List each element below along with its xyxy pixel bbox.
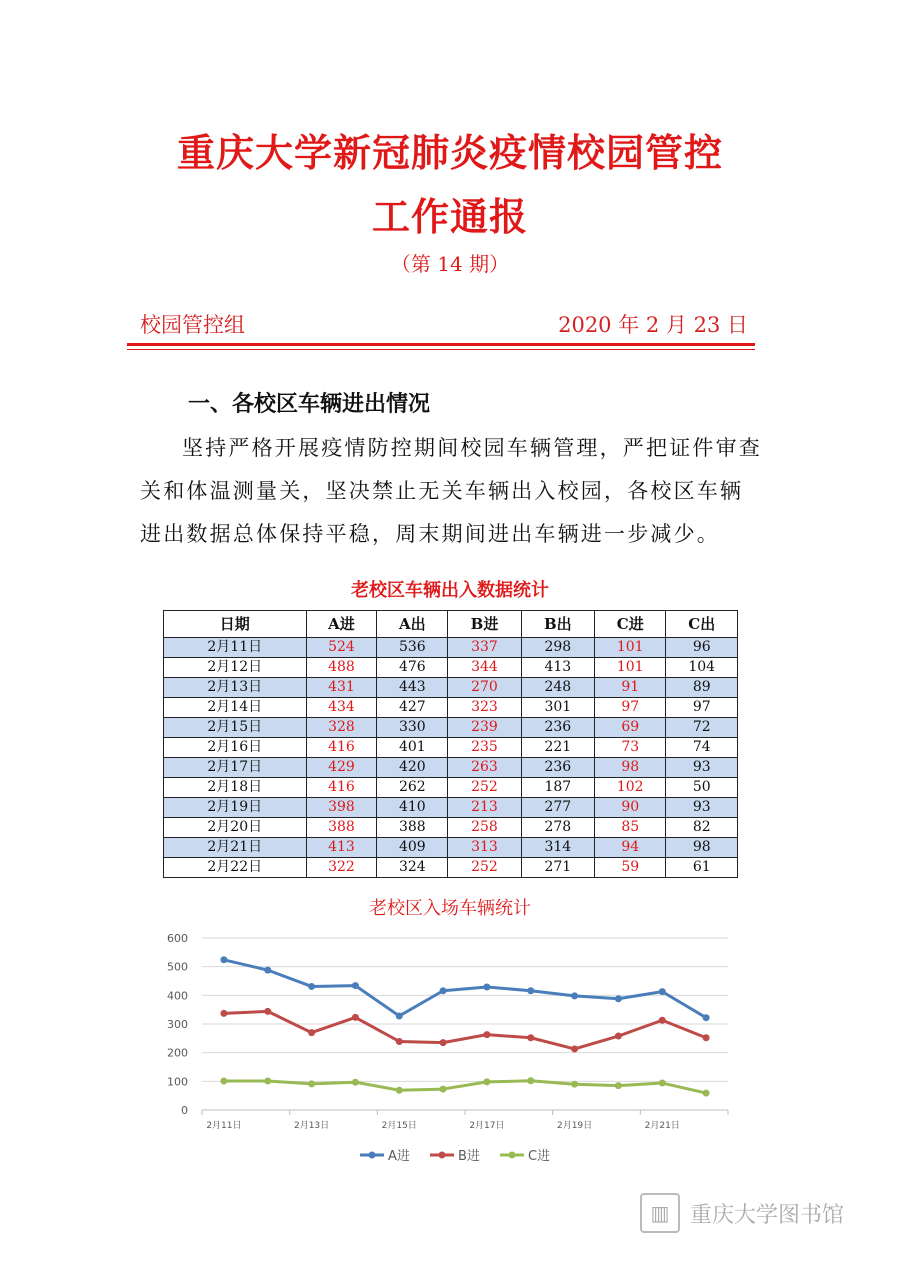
data-point [615,995,622,1002]
table-cell: 427 [377,698,448,718]
series-line [224,1011,706,1049]
table-row [164,658,738,678]
table-cell: 85 [595,818,666,838]
x-tick-label: 2月15日 [381,1121,417,1131]
x-tick-label: 2月13日 [293,1121,330,1131]
table-row [164,638,738,658]
table-cell: 413 [521,658,594,678]
data-point [659,1017,666,1024]
legend-label: C进 [528,1149,551,1164]
table-cell: 73 [595,738,666,758]
table-header-cell: B出 [521,611,594,638]
table-row [164,798,738,818]
series-line [224,1081,706,1093]
table-cell: 263 [448,758,521,778]
table-cell: 97 [666,698,738,718]
table-cell: 97 [595,698,666,718]
table-cell: 252 [448,778,521,798]
table-cell: 271 [521,858,594,878]
table-cell: 252 [448,858,521,878]
data-point [440,1039,447,1046]
table-cell: 2月11日 [164,638,307,658]
library-logo [640,1193,844,1233]
data-point [352,1014,359,1021]
table-cell: 101 [595,638,666,658]
data-point [220,956,227,963]
x-tick-label: 2月21日 [644,1121,680,1131]
table-cell: 74 [666,738,738,758]
table-cell: 69 [595,718,666,738]
data-point [703,1090,710,1097]
x-tick-label: 2月11日 [206,1121,242,1131]
table-cell: 2月21日 [164,838,307,858]
table-cell: 323 [448,698,521,718]
table-cell: 90 [595,798,666,818]
table-cell: 434 [306,698,377,718]
table-cell: 420 [377,758,448,778]
table-cell: 314 [521,838,594,858]
table-cell: 416 [306,778,377,798]
data-point [703,1014,710,1021]
data-point [483,1031,490,1038]
table-header-cell: B进 [448,611,521,638]
table-cell: 344 [448,658,521,678]
table-cell: 2月22日 [164,858,307,878]
table-row [164,698,738,718]
table-cell: 2月20日 [164,818,307,838]
table-cell: 213 [448,798,521,818]
table-cell: 2月18日 [164,778,307,798]
data-point [308,983,315,990]
data-point [659,988,666,995]
table-cell: 2月15日 [164,718,307,738]
table-cell: 524 [306,638,377,658]
table-cell: 278 [521,818,594,838]
table-cell: 221 [521,738,594,758]
vehicle-data-table [163,610,738,878]
data-point [571,1045,578,1052]
table-header-cell: 日期 [164,611,307,638]
table-cell: 91 [595,678,666,698]
data-point [659,1080,666,1087]
table-cell: 50 [666,778,738,798]
y-tick-label: 300 [167,1018,188,1031]
table-cell: 104 [666,658,738,678]
table-row [164,678,738,698]
line-chart [160,925,740,1175]
table-cell: 2月13日 [164,678,307,698]
table-cell: 2月16日 [164,738,307,758]
table-cell: 94 [595,838,666,858]
chart-title: 老校区入场车辆统计 [369,898,531,919]
table-title: 老校区车辆出入数据统计 [351,580,549,601]
data-point [615,1033,622,1040]
table-cell: 298 [521,638,594,658]
table-cell: 93 [666,798,738,818]
table-cell: 98 [666,838,738,858]
data-point [483,984,490,991]
y-tick-label: 400 [167,989,188,1003]
table-cell: 337 [448,638,521,658]
section-paragraph: 坚持严格开展疫情防控期间校园车辆管理，严把证件审查关和体温测量关，坚决禁止无关车辆出入校园，各校区车辆进出数据总体保持平稳，周末期间进出车辆进一步减少。 [140,436,762,546]
data-point [264,967,271,974]
table-cell: 2月17日 [164,758,307,778]
legend-marker [509,1152,516,1159]
table-header-cell: C进 [595,611,666,638]
data-point [308,1029,315,1036]
data-point [440,987,447,994]
table-cell: 239 [448,718,521,738]
table-cell: 401 [377,738,448,758]
table-cell: 388 [377,818,448,838]
table-cell: 236 [521,718,594,738]
table-header-cell: A进 [306,611,377,638]
data-point [264,1078,271,1085]
table-cell: 410 [377,798,448,818]
data-point [396,1012,403,1019]
data-point [352,1079,359,1086]
table-cell: 72 [666,718,738,738]
table-cell: 96 [666,638,738,658]
legend-marker [439,1152,446,1159]
table-cell: 101 [595,658,666,678]
table-row [164,818,738,838]
table-cell: 270 [448,678,521,698]
table-row [164,858,738,878]
y-tick-label: 100 [167,1075,188,1089]
data-point [483,1078,490,1085]
table-cell: 398 [306,798,377,818]
y-tick-label: 500 [167,960,188,974]
data-point [220,1078,227,1085]
table-cell: 2月12日 [164,658,307,678]
table-row [164,738,738,758]
table-cell: 388 [306,818,377,838]
table-cell: 322 [306,858,377,878]
library-logo-text: 重庆大学图书馆 [690,1202,845,1228]
legend-label: A进 [388,1149,410,1164]
table-cell: 313 [448,838,521,858]
issuer-group: 校园管控组 [140,313,245,337]
legend-label: B进 [458,1149,480,1164]
table-cell: 431 [306,678,377,698]
data-point [264,1008,271,1015]
data-point [615,1082,622,1089]
table-header-cell: A出 [377,611,448,638]
table-cell: 187 [521,778,594,798]
table-cell: 248 [521,678,594,698]
table-cell: 328 [306,718,377,738]
table-cell: 2月19日 [164,798,307,818]
table-row [164,758,738,778]
table-cell: 102 [595,778,666,798]
section-heading: 一、各校区车辆进出情况 [188,392,431,417]
y-tick-label: 600 [167,932,188,945]
table-cell: 416 [306,738,377,758]
data-point [571,992,578,999]
table-cell: 262 [377,778,448,798]
data-point [440,1086,447,1093]
table-cell: 2月14日 [164,698,307,718]
data-point [396,1038,403,1045]
report-title-line2: 工作通报 [371,195,528,239]
data-point [352,982,359,989]
x-tick-label: 2月17日 [469,1121,505,1131]
x-tick-label: 2月19日 [556,1121,593,1131]
header-rule-thin [127,349,755,350]
data-point [527,1077,534,1084]
library-seal-icon: ▥ [640,1193,680,1233]
table-cell: 258 [448,818,521,838]
table-row [164,718,738,738]
data-point [308,1080,315,1087]
legend-marker [369,1152,376,1159]
table-cell: 476 [377,658,448,678]
data-point [571,1081,578,1088]
table-cell: 409 [377,838,448,858]
table-cell: 236 [521,758,594,778]
table-cell: 235 [448,738,521,758]
data-point [220,1010,227,1017]
table-cell: 59 [595,858,666,878]
table-cell: 443 [377,678,448,698]
data-point [396,1087,403,1094]
series-line [224,960,706,1018]
y-tick-label: 0 [181,1104,188,1117]
issue-date: 2020 年 2 月 23 日 [558,313,748,337]
table-cell: 330 [377,718,448,738]
table-cell: 82 [666,818,738,838]
table-cell: 413 [306,838,377,858]
table-cell: 429 [306,758,377,778]
table-cell: 61 [666,858,738,878]
table-cell: 301 [521,698,594,718]
table-cell: 324 [377,858,448,878]
header-rule-thick [127,343,755,346]
data-point [703,1034,710,1041]
table-row [164,778,738,798]
table-cell: 277 [521,798,594,818]
table-header-cell: C出 [666,611,738,638]
table-cell: 488 [306,658,377,678]
table-cell: 536 [377,638,448,658]
y-tick-label: 200 [167,1046,188,1060]
data-point [527,1034,534,1041]
table-cell: 98 [595,758,666,778]
table-cell: 89 [666,678,738,698]
data-point [527,987,534,994]
table-header-row [164,611,738,638]
report-title-line1: 重庆大学新冠肺炎疫情校园管控 [176,131,723,175]
issue-number: （第 14 期） [390,252,510,276]
table-cell: 93 [666,758,738,778]
table-row [164,838,738,858]
